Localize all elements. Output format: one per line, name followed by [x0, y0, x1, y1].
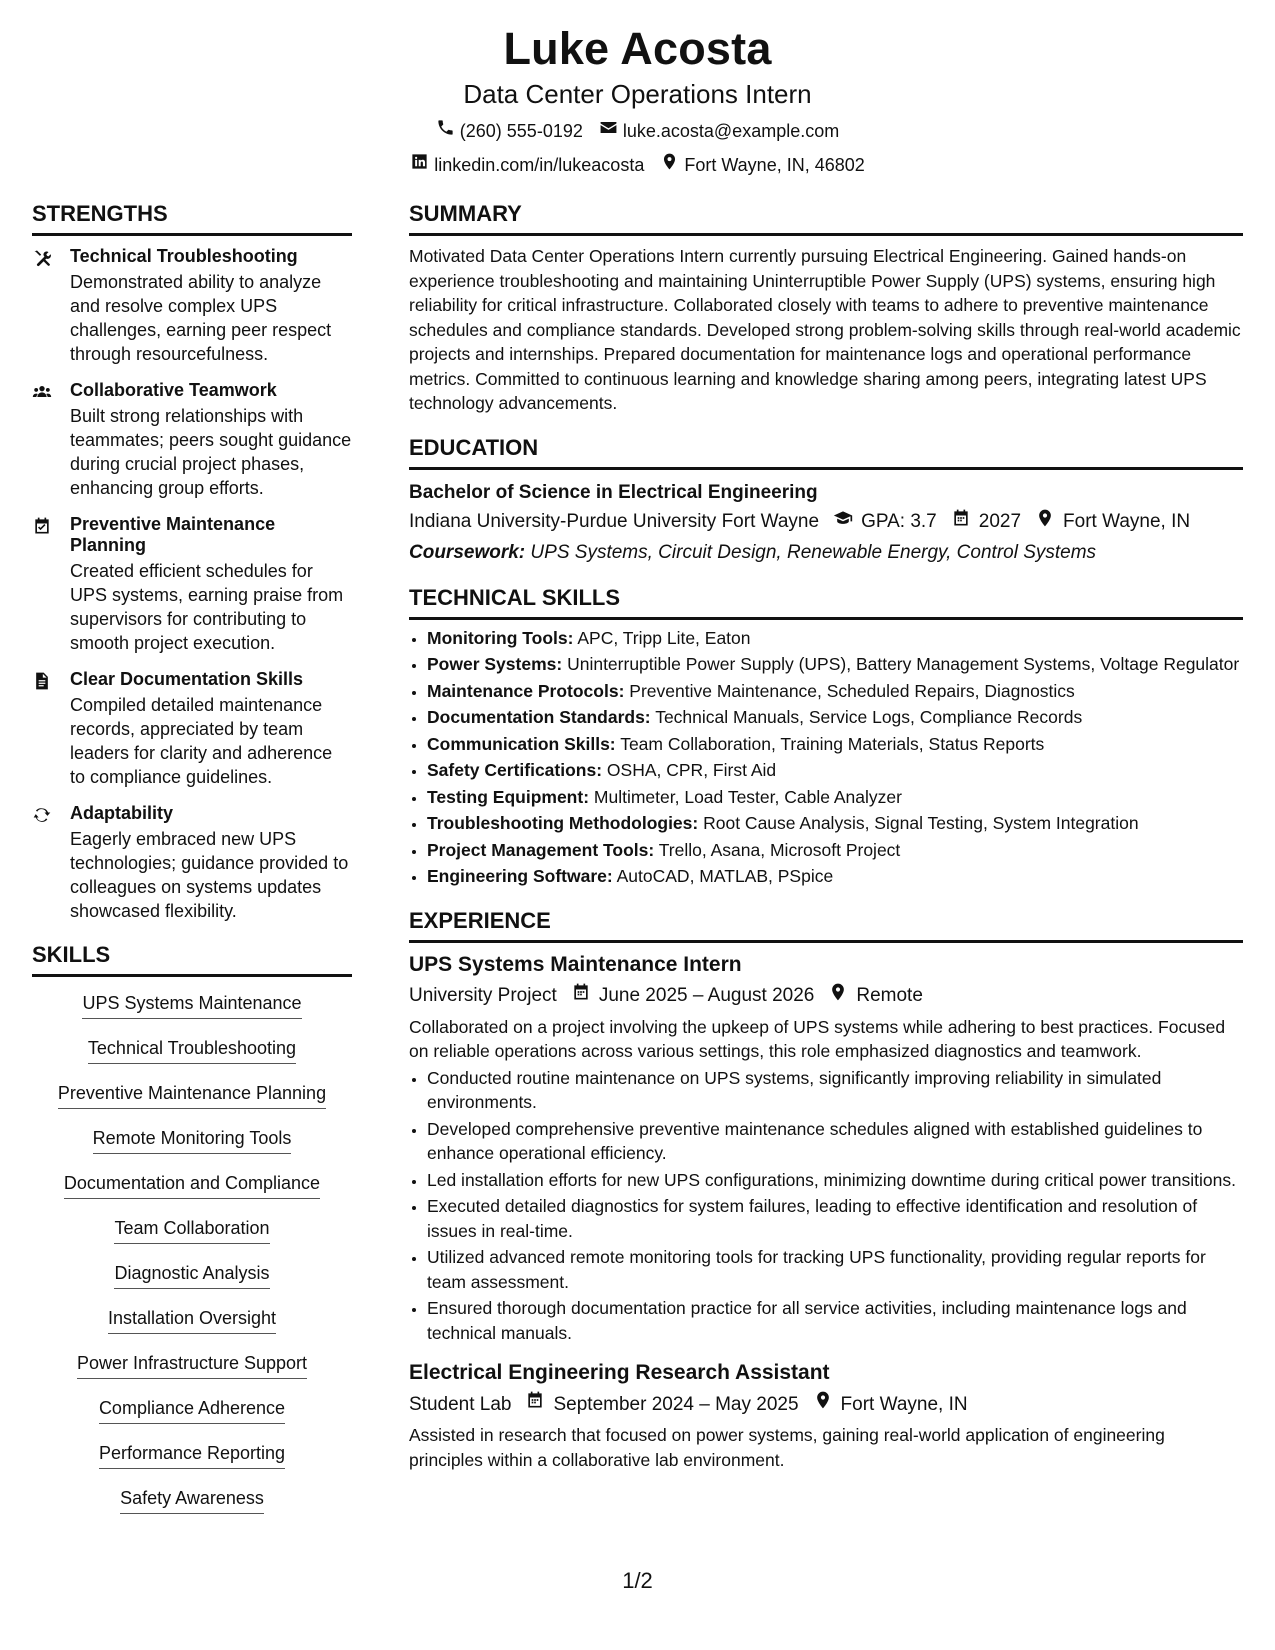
job-title: Electrical Engineering Research Assistant	[409, 1361, 830, 1384]
map-pin-icon	[660, 152, 679, 177]
tech-skill-label: Maintenance Protocols:	[427, 680, 625, 701]
calendar-icon	[525, 1390, 545, 1419]
strength-title: Technical Troubleshooting	[70, 246, 298, 266]
job-dates: June 2025 – August 2026	[598, 985, 815, 1006]
tech-skill-value: Uninterruptible Power Supply (UPS), Battery Management Systems, Voltage Regulator	[567, 654, 1240, 674]
tech-skill-label: Testing Equipment:	[427, 786, 590, 807]
strength-desc: Compiled detailed maintenance records, appreciated by team leaders for clarity and adherence to compliance guidelines.	[70, 695, 333, 787]
contact-row-1	[0, 118, 1275, 143]
skill-tag: Installation Oversight	[108, 1306, 276, 1334]
skill-tag: Remote Monitoring Tools	[93, 1126, 292, 1154]
left-column	[32, 200, 352, 1531]
job-meta	[409, 982, 1243, 1011]
skill-tag: Documentation and Compliance	[64, 1171, 320, 1199]
tech-skill-item	[427, 785, 1243, 810]
tech-skill-value: Preventive Maintenance, Scheduled Repairs, Diagnostics	[629, 680, 1075, 701]
users-icon	[32, 380, 56, 500]
page-indicator: 1/2	[622, 1568, 653, 1593]
strength-item	[32, 514, 352, 655]
gpa-text: GPA: 3.7	[861, 511, 937, 532]
skill-tag: Team Collaboration	[114, 1216, 269, 1244]
map-pin-icon	[813, 1390, 833, 1419]
job-description: Collaborated on a project involving the upkeep of UPS systems while adhering to best practices. Focused on reliable operations across various settings, this role emphasized diagnostics and teamwork.	[409, 1016, 1226, 1061]
envelope-icon	[599, 118, 618, 143]
graduation-cap-icon	[833, 508, 853, 537]
calendar-icon	[951, 508, 971, 537]
email-text: luke.acosta@example.com	[622, 120, 840, 141]
location-text: Fort Wayne, IN, 46802	[684, 154, 865, 175]
job-location: Fort Wayne, IN	[840, 1393, 968, 1415]
strength-title: Adaptability	[70, 803, 174, 823]
education-meta	[409, 508, 1243, 537]
job-bullet: • Ensured thorough documentation practice for all service activities, including maintenance logs and technical manuals.	[427, 1296, 1243, 1345]
coursework	[409, 540, 1243, 566]
skill-tag: Power Infrastructure Support	[77, 1351, 307, 1379]
strength-item	[32, 803, 352, 923]
strengths-list	[32, 246, 352, 923]
school-name: Indiana University-Purdue University Fort Wayne	[409, 511, 820, 532]
skill-tag: Safety Awareness	[120, 1486, 264, 1514]
sync-icon	[32, 803, 56, 923]
tech-skill-label: Engineering Software:	[427, 866, 613, 886]
calendar-icon	[571, 982, 591, 1011]
strength-desc: Demonstrated ability to analyze and resolve complex UPS challenges, earning peer respect through resourcefulness.	[70, 272, 332, 364]
strength-item	[32, 669, 352, 789]
skills-heading: SKILLS	[32, 941, 352, 977]
tech-skill-value: OSHA, CPR, First Aid	[606, 760, 777, 780]
tech-skill-item	[427, 864, 1243, 889]
tech-skill-value: Team Collaboration, Training Materials, Status Reports	[620, 733, 1045, 754]
education-degree: Bachelor of Science in Electrical Engineering	[409, 481, 818, 503]
skill-tag: UPS Systems Maintenance	[82, 991, 301, 1019]
tech-skill-item	[427, 652, 1243, 677]
tech-skill-value: AutoCAD, MATLAB, PSpice	[616, 866, 834, 886]
skills-list	[32, 991, 352, 1531]
strength-desc: Eagerly embraced new UPS technologies; guidance provided to colleagues on systems updates showcased flexibility.	[70, 829, 349, 921]
job-org: Student Lab	[409, 1393, 512, 1415]
phone-text: (260) 555-0192	[459, 120, 583, 141]
candidate-role: Data Center Operations Intern	[463, 79, 812, 109]
tech-skill-value: Technical Manuals, Service Logs, Compliance Records	[655, 707, 1083, 727]
contact-phone[interactable]	[436, 118, 583, 143]
job-title: UPS Systems Maintenance Intern	[409, 952, 742, 976]
tech-skill-label: Project Management Tools:	[427, 839, 655, 860]
tech-skill-label: Documentation Standards:	[427, 707, 651, 727]
job-bullet: • Developed comprehensive preventive maintenance schedules aligned with established guidelines to enhance operational efficiency.	[427, 1117, 1243, 1166]
job-bullet: • Conducted routine maintenance on UPS systems, significantly improving reliability in simulated environments.	[427, 1066, 1243, 1115]
strength-item	[32, 380, 352, 500]
technical-skills-list	[409, 626, 1243, 889]
coursework-text: UPS Systems, Circuit Design, Renewable Energy, Control Systems	[530, 541, 1097, 563]
tech-skill-item	[427, 626, 1243, 651]
calendar-check-icon	[32, 514, 56, 655]
tech-skill-label: Power Systems:	[427, 654, 563, 674]
skill-tag: Preventive Maintenance Planning	[58, 1081, 326, 1109]
tech-skill-item	[427, 679, 1243, 704]
right-column	[409, 200, 1243, 1472]
job-entry	[409, 1359, 1243, 1472]
education-heading: EDUCATION	[409, 434, 1243, 470]
job-bullet: • Utilized advanced remote monitoring tools for tracking UPS functionality, providing regular reports for team assessment.	[427, 1245, 1243, 1294]
job-org: University Project	[409, 985, 557, 1006]
map-pin-icon	[828, 982, 848, 1011]
skill-tag: Technical Troubleshooting	[88, 1036, 296, 1064]
job-entry	[409, 951, 1243, 1346]
strength-desc: Built strong relationships with teammates; peers sought guidance during crucial project phases, enhancing group efforts.	[70, 406, 352, 498]
strength-item	[32, 246, 352, 366]
contact-row-2	[0, 152, 1275, 177]
tech-skill-value: Trello, Asana, Microsoft Project	[658, 839, 901, 860]
tech-skill-value: Root Cause Analysis, Signal Testing, System Integration	[703, 813, 1139, 833]
document-icon	[32, 669, 56, 789]
summary-text: Motivated Data Center Operations Intern currently pursuing Electrical Engineering. Gained hands-on experience troubleshooting and maintaining Uninterruptible Power Supply (UPS) systems, ensuring high reliability for critical infrastructure. Collaborated closely with teams to adhere to preventive maintenance schedules and compliance standards. Developed strong problem-solving skills through real-world academic projects and internships. Prepared documentation for maintenance logs and operational performance metrics. Committed to continuous learning and knowledge sharing among peers, integrating latest UPS technology advancements.	[409, 246, 1241, 413]
tech-skill-item	[427, 705, 1243, 730]
strength-title: Preventive Maintenance Planning	[70, 514, 276, 555]
job-bullets	[409, 1066, 1243, 1346]
tech-skill-value: APC, Tripp Lite, Eaton	[577, 627, 751, 648]
tech-skill-value: Multimeter, Load Tester, Cable Analyzer	[593, 786, 902, 807]
contact-location	[660, 152, 864, 177]
strength-desc: Created efficient schedules for UPS systems, earning praise from supervisors for contributing to smooth project execution.	[70, 561, 344, 653]
contact-email[interactable]	[599, 118, 839, 143]
tech-skill-item	[427, 758, 1243, 783]
job-dates: September 2024 – May 2025	[553, 1393, 799, 1415]
education-location: Fort Wayne, IN	[1063, 511, 1191, 532]
graduation-year: 2027	[978, 511, 1022, 532]
strengths-heading: STRENGTHS	[32, 200, 352, 236]
candidate-name: Luke Acosta	[503, 23, 772, 74]
resume-header	[0, 22, 1275, 177]
linkedin-text: linkedin.com/in/lukeacosta	[434, 154, 645, 175]
tech-skill-item	[427, 838, 1243, 863]
job-description: Assisted in research that focused on power systems, gaining real-world application of engineering principles within a collaborative lab environment.	[409, 1425, 1165, 1470]
job-meta	[409, 1390, 1243, 1419]
job-bullet: • Led installation efforts for new UPS configurations, minimizing downtime during critical power transitions.	[427, 1168, 1243, 1193]
summary-heading: SUMMARY	[409, 200, 1243, 236]
tech-skill-label: Safety Certifications:	[427, 760, 603, 780]
tech-skill-item	[427, 811, 1243, 836]
experience-heading: EXPERIENCE	[409, 907, 1243, 943]
technical-skills-heading: TECHNICAL SKILLS	[409, 584, 1243, 620]
tech-skill-label: Monitoring Tools:	[427, 627, 574, 648]
map-pin-icon	[1035, 508, 1055, 537]
contact-linkedin[interactable]	[410, 152, 644, 177]
tools-icon	[32, 246, 56, 366]
tech-skill-label: Communication Skills:	[427, 733, 616, 754]
strength-title: Clear Documentation Skills	[70, 669, 304, 689]
skill-tag: Performance Reporting	[99, 1441, 285, 1469]
linkedin-icon	[410, 152, 429, 177]
tech-skill-label: Troubleshooting Methodologies:	[427, 813, 699, 833]
skill-tag: Compliance Adherence	[99, 1396, 285, 1424]
job-bullet: • Executed detailed diagnostics for system failures, leading to effective identification and resolution of issues in real-time.	[427, 1194, 1243, 1243]
tech-skill-item	[427, 732, 1243, 757]
phone-icon	[436, 118, 455, 143]
strength-title: Collaborative Teamwork	[70, 380, 277, 400]
job-location: Remote	[856, 985, 923, 1006]
skill-tag: Diagnostic Analysis	[114, 1261, 269, 1289]
coursework-label: Coursework:	[409, 541, 526, 563]
